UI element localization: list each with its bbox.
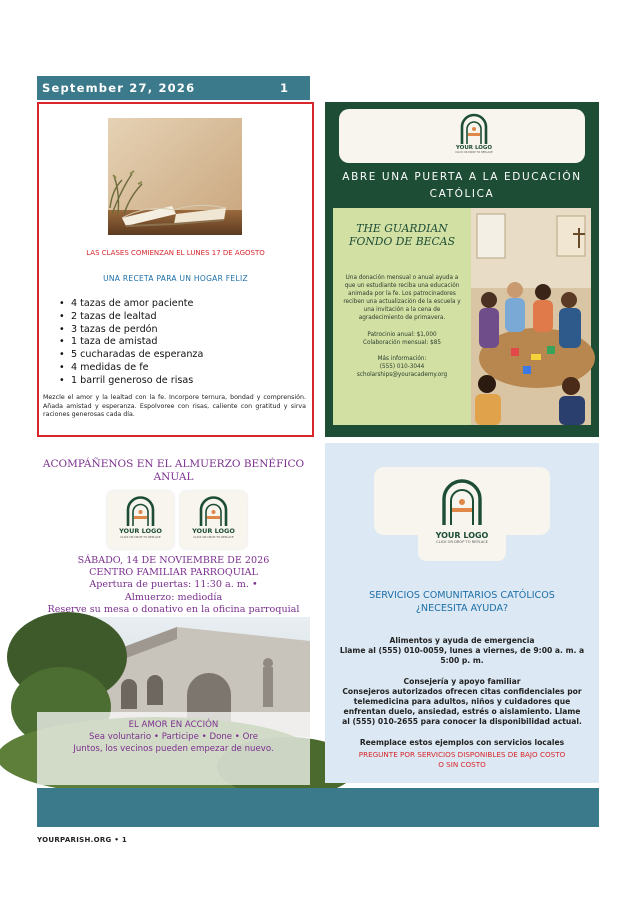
logo-subtext: CLICK OR DROP TO REPLACE	[436, 540, 488, 544]
issue-header	[37, 76, 310, 100]
education-heading: ABRE UNA PUERTA A LA EDUCACIÓN CATÓLICA	[342, 171, 582, 200]
more-info-label: Más información:	[377, 355, 427, 362]
open-book-photo[interactable]	[108, 118, 242, 235]
services-title	[325, 589, 599, 615]
logo-placeholder[interactable]	[374, 467, 550, 544]
low-cost-note: PREGUNTE POR SERVICIOS DISPONIBLES DE BAJO COSTO O SIN COSTO	[358, 750, 566, 769]
services-body	[339, 636, 585, 747]
services-title-line1: SERVICIOS COMUNITARIOS CATÓLICOS	[369, 590, 555, 601]
services-title-line2: ¿NECESITA AYUDA?	[415, 603, 509, 614]
scholarship-phone: (555) 010-3044	[379, 363, 425, 370]
logo-subtext: CLICK OR DROP TO REPLACE	[120, 535, 161, 539]
logo-subtext: CLICK OR DROP TO REPLACE	[455, 151, 493, 154]
classroom-children-photo[interactable]	[471, 208, 591, 425]
logo-placeholder[interactable]	[107, 491, 174, 549]
logo-arch-icon	[180, 491, 247, 527]
list-item: • 1 barril generoso de risas	[59, 375, 203, 388]
logo-text: YOUR LOGO	[119, 527, 162, 535]
luncheon-title: ACOMPÁÑENOS EN EL ALMUERZO BENÉFICO ANUAL	[42, 458, 305, 483]
logo-card-inner	[418, 469, 506, 561]
counseling-title: Consejería y apoyo familiar	[403, 676, 521, 686]
logo-text: YOUR LOGO	[192, 527, 235, 535]
classes-start-notice: LAS CLASES COMIENZAN EL LUNES 17 DE AGOSTO	[86, 249, 265, 257]
logo-placeholder[interactable]	[339, 109, 585, 163]
list-item: • 4 medidas de fe	[59, 362, 203, 375]
logo-text: YOUR LOGO	[435, 531, 489, 540]
luncheon-date: SÁBADO, 14 DE NOVIEMBRE DE 2026	[77, 555, 270, 566]
luncheon-reservation: Reserve su mesa o donativo en la oficina parroquial	[47, 603, 300, 615]
luncheon-doors: Apertura de puertas: 11:30 a. m. •	[89, 579, 258, 591]
caption-tagline: Juntos, los vecinos pueden empezar de nuevo.	[73, 744, 274, 754]
luncheon-details	[37, 555, 310, 615]
scholarship-description: Una donación mensual o anual ayuda a que un estudiante reciba una educación animada por la fe. Los patrocinadores reciben una actualización de la escuela y una invitación a la cena de agradecimiento de primavera.	[343, 275, 461, 322]
ingredient-list	[59, 298, 203, 388]
scholarship-title: THE GUARDIAN FONDO DE BECAS	[349, 222, 455, 248]
caption-actions: Sea voluntario • Participe • Done • Ore	[89, 732, 258, 742]
community-services-panel	[325, 443, 599, 783]
page-number: 1	[280, 81, 289, 95]
list-item: • 2 tazas de lealtad	[59, 311, 203, 324]
list-item: • 5 cucharadas de esperanza	[59, 349, 203, 362]
logo-arch-icon	[418, 469, 506, 527]
food-aid-title: Alimentos y ayuda de emergencia	[389, 636, 535, 645]
scholarship-panel	[325, 102, 599, 437]
food-aid-text: Llame al (555) 010-0059, lunes a viernes, de 9:00 a. m. a 5:00 p. m.	[339, 646, 585, 666]
scholarship-email[interactable]: scholarships@youracademy.org	[356, 371, 448, 378]
logo-arch-icon	[447, 111, 501, 161]
list-item: • 3 tazas de perdón	[59, 324, 203, 337]
scholarship-box	[333, 208, 471, 425]
luncheon-venue: CENTRO FAMILIAR PARROQUIAL	[89, 567, 258, 579]
footer-band	[37, 788, 599, 827]
recipe-instructions: Mezcle el amor y la lealtad con la fe. Incorpore ternura, bondad y comprensión. Añada amistad y esperanza. Espolvoree con risas, caliente con gratitud y sirva raciones generosas cada día.	[43, 394, 306, 419]
list-item: • 4 tazas de amor paciente	[59, 298, 203, 311]
logo-text: YOUR LOGO	[455, 145, 493, 151]
list-item: • 1 taza de amistad	[59, 336, 203, 349]
counseling-text: Consejeros autorizados ofrecen citas confidenciales por telemedicina para adultos, niños y cuidadores que enfrentan duelo, ansiedad, estrés o aislamiento. Llame al (555) 010-2655 para conocer la disponibilidad actual.	[342, 686, 582, 727]
monthly-collaboration: Colaboración mensual: $85	[363, 339, 441, 346]
scholarship-text	[341, 274, 463, 379]
recipe-box[interactable]	[37, 102, 314, 437]
footer-url[interactable]: YOURPARISH.ORG • 1	[37, 836, 128, 844]
issue-date: September 27, 2026	[42, 81, 196, 95]
caption-title: EL AMOR EN ACCIÓN	[128, 720, 219, 730]
logo-arch-icon	[107, 491, 174, 527]
love-in-action-caption	[37, 712, 310, 785]
logo-placeholder[interactable]	[180, 491, 247, 549]
luncheon-time: Almuerzo: mediodía	[124, 591, 223, 603]
replace-examples-note: Reemplace estos ejemplos con servicios locales	[359, 737, 565, 747]
recipe-title: UNA RECETA PARA UN HOGAR FELIZ	[103, 274, 248, 283]
annual-sponsorship: Patrocinio anual: $1,000	[367, 331, 437, 338]
logo-subtext: CLICK OR DROP TO REPLACE	[193, 535, 234, 539]
